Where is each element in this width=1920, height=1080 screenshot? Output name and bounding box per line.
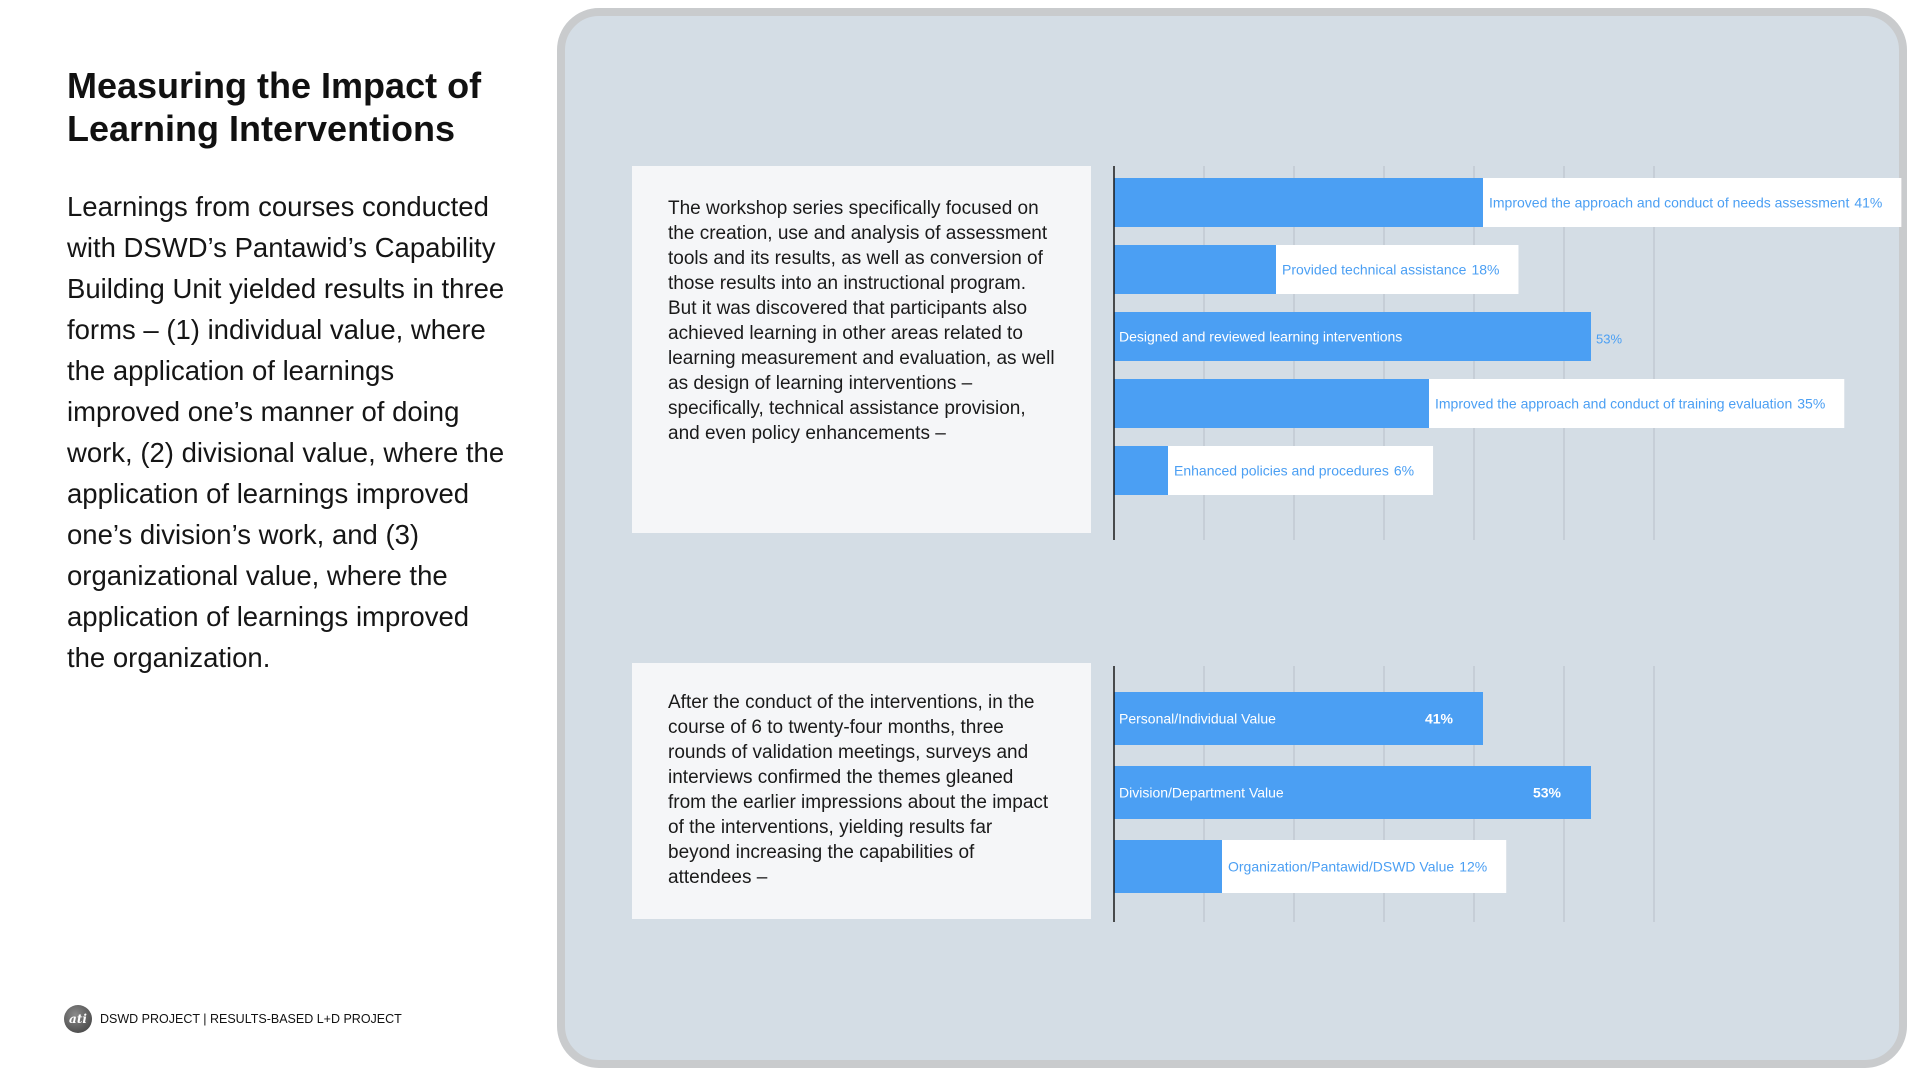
bar-value-label: 53% bbox=[1596, 331, 1623, 347]
footer bbox=[64, 1004, 402, 1034]
intro-paragraph: Learnings from courses conducted with DSWD’s Pantawid’s Capability Building Unit yielded results in three forms – (1) individual value, where the application of learnings improved one’s manner of doing work, (2) divisional value, where the application of learnings improved one’s division’s work, and (3) organizational value, where the application of learnings improved the organization. bbox=[67, 191, 505, 673]
bar-category-label: Division/Department Value bbox=[1119, 784, 1284, 801]
bar bbox=[1114, 379, 1429, 428]
bar-category-label: Provided technical assistance bbox=[1282, 261, 1467, 278]
bar-value-label: 35% bbox=[1797, 395, 1826, 412]
workshop-summary-text: The workshop series specifically focused on the creation, use and analysis of assessment tools and its results, as well as conversion of those results into an instructional program. But it was discovered that participants also achieved learning in other areas related to learning measurement and evaluation, as well as design of learning interventions – specifically, technical assistance provision, and even policy enhancements – bbox=[668, 198, 1055, 444]
bar bbox=[1114, 178, 1483, 227]
bar-value-label: 6% bbox=[1393, 462, 1415, 479]
value-levels-bar-chart bbox=[1100, 660, 1860, 922]
workshop-summary-card bbox=[632, 166, 1091, 533]
bar-category-label: Personal/Individual Value bbox=[1119, 710, 1276, 727]
validation-summary-text: After the conduct of the interventions, in the course of 6 to twenty-four months, three rounds of validation meetings, surveys and interviews confirmed the themes gleaned from the earlier impressions about the impact of the interventions, yielding results far beyond increasing the capabilities of attendees – bbox=[668, 692, 1049, 888]
bar-category-label: Enhanced policies and procedures bbox=[1174, 462, 1389, 479]
bar-value-label: 41% bbox=[1854, 194, 1883, 211]
bar-value-label: 12% bbox=[1459, 858, 1488, 875]
bar-category-label: Improved the approach and conduct of training evaluation bbox=[1435, 395, 1793, 412]
validation-summary-card bbox=[632, 663, 1091, 919]
ati-logo: ati bbox=[64, 1005, 92, 1033]
bar-category-label: Designed and reviewed learning interventions bbox=[1119, 328, 1403, 345]
bar-category-label: Improved the approach and conduct of needs assessment bbox=[1489, 194, 1850, 211]
bar bbox=[1114, 840, 1222, 893]
bar-value-label: 41% bbox=[1424, 710, 1453, 727]
learning-areas-bar-chart bbox=[1100, 160, 1883, 540]
bar-value-label: 18% bbox=[1471, 261, 1500, 278]
bar bbox=[1114, 245, 1276, 294]
slide-title: Measuring the Impact of Learning Interventions bbox=[67, 65, 482, 149]
footer-text: DSWD PROJECT | RESULTS-BASED L+D PROJECT bbox=[100, 1012, 402, 1026]
bar-value-label: 53% bbox=[1532, 784, 1561, 801]
bar-category-label: Organization/Pantawid/DSWD Value bbox=[1228, 858, 1455, 875]
bar bbox=[1114, 446, 1168, 495]
